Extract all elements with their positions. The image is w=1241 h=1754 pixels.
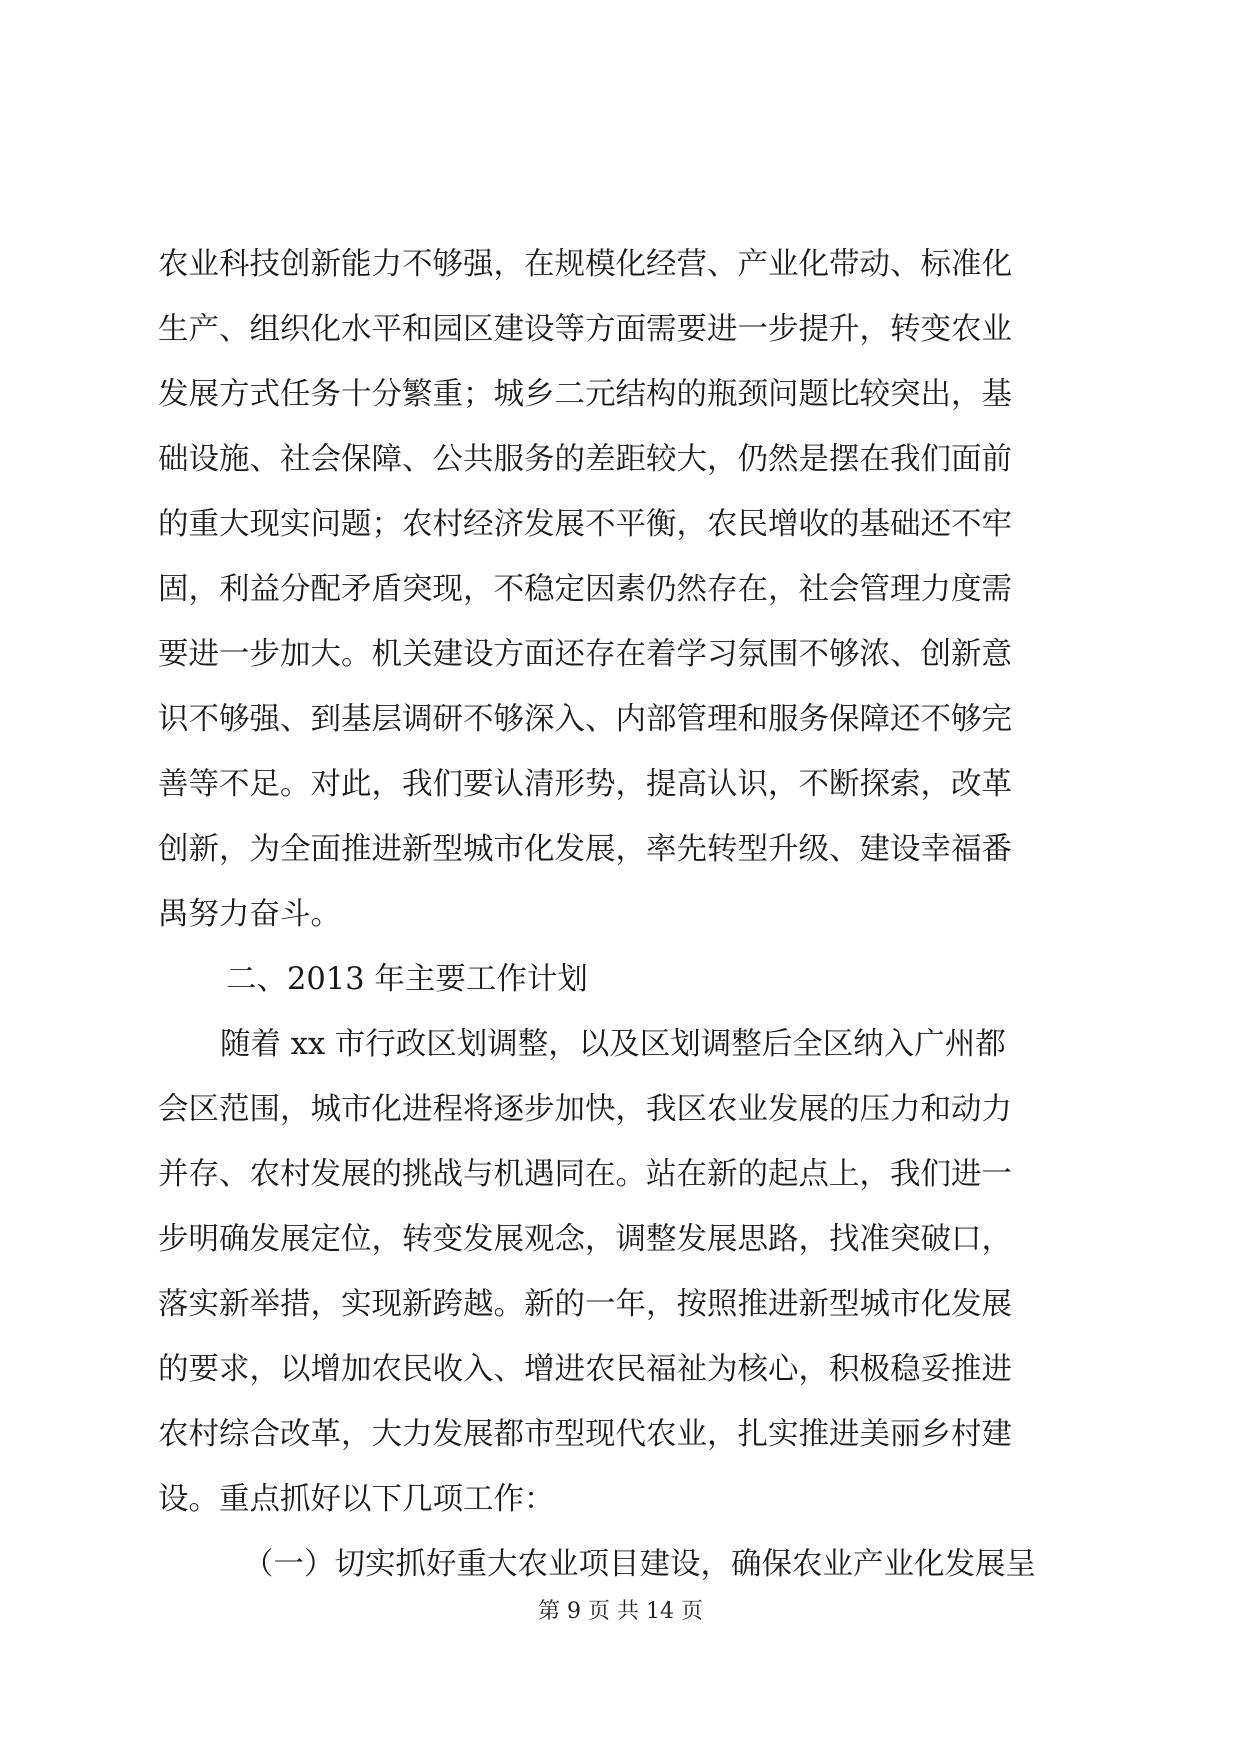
paragraph-line: 要进一步加大。机关建设方面还存在着学习氛围不够浓、创新意 (158, 637, 1012, 672)
paragraph-line: 础设施、社会保障、公共服务的差距较大，仍然是摆在我们面前 (158, 442, 1012, 477)
paragraph-line: 识不够强、到基层调研不够深入、内部管理和服务保障还不够完 (158, 702, 1012, 737)
paragraph-line: 农村综合改革，大力发展都市型现代农业，扎实推进美丽乡村建 (158, 1417, 1012, 1452)
paragraph-line: 固，利益分配矛盾突现，不稳定因素仍然存在，社会管理力度需 (158, 572, 1012, 607)
paragraph-line: 的要求，以增加农民收入、增进农民福祉为核心，积极稳妥推进 (158, 1352, 1012, 1387)
section-heading: 二、2013 年主要工作计划 (226, 962, 588, 997)
paragraph-line: 发展方式任务十分繁重；城乡二元结构的瓶颈问题比较突出，基 (158, 377, 1012, 412)
paragraph-line: 生产、组织化水平和园区建设等方面需要进一步提升，转变农业 (158, 312, 1012, 347)
paragraph-line: 设。重点抓好以下几项工作： (158, 1482, 555, 1517)
paragraph-line: 随着 xx 市行政区划调整，以及区划调整后全区纳入广州都 (220, 1027, 1006, 1062)
paragraph-line: 落实新举措，实现新跨越。新的一年，按照推进新型城市化发展 (158, 1287, 1012, 1322)
paragraph-line: 步明确发展定位，转变发展观念，调整发展思路，找准突破口， (158, 1222, 1012, 1257)
page-number-footer: 第 9 页 共 14 页 (538, 1599, 703, 1624)
paragraph-line: 并存、农村发展的挑战与机遇同在。站在新的起点上，我们进一 (158, 1157, 1012, 1192)
paragraph-line: 禺努力奋斗。 (158, 897, 341, 932)
sub-heading: （一）切实抓好重大农业项目建设，确保农业产业化发展呈 (243, 1547, 1036, 1582)
paragraph-line: 善等不足。对此，我们要认清形势，提高认识，不断探索，改革 (158, 767, 1012, 802)
paragraph-line: 农业科技创新能力不够强，在规模化经营、产业化带动、标准化 (158, 247, 1012, 282)
paragraph-line: 会区范围，城市化进程将逐步加快，我区农业发展的压力和动力 (158, 1092, 1012, 1127)
paragraph-line: 创新，为全面推进新型城市化发展，率先转型升级、建设幸福番 (158, 832, 1012, 867)
document-body (158, 232, 1088, 1597)
paragraph-line: 的重大现实问题；农村经济发展不平衡，农民增收的基础还不牢 (158, 507, 1012, 542)
